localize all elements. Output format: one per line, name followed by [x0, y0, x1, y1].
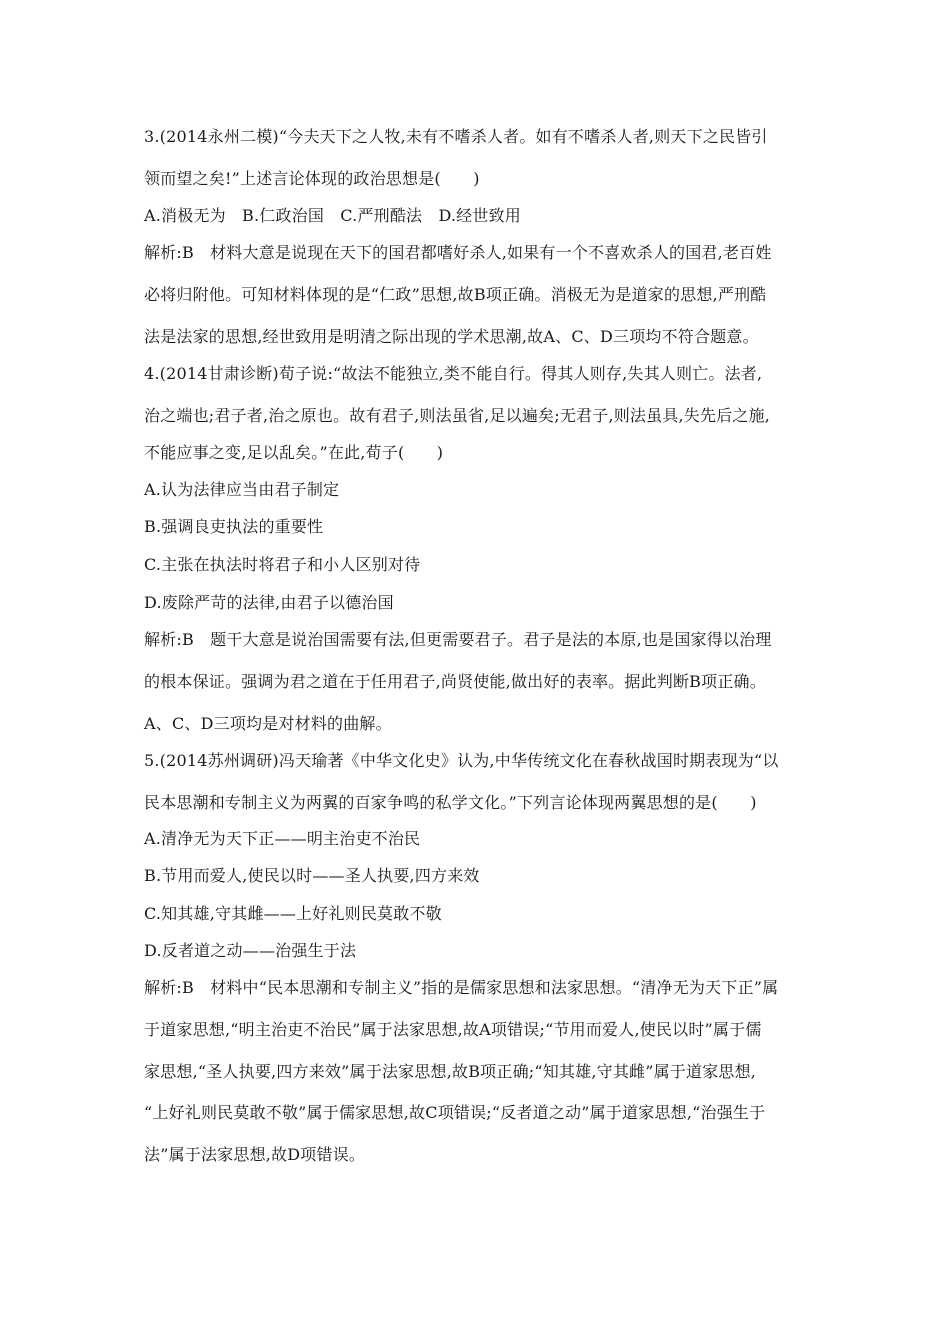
analysis-text: 法是法家的思想,经世致用是明清之际出现的学术思潮,故A、C、D三项均不符合题意。: [144, 327, 759, 346]
question-text: 4.(2014甘肃诊断)荀子说:“故法不能独立,类不能自行。得其人则存,失其人则亡。法者,: [144, 364, 763, 383]
option-b: B.强调良吏执法的重要性: [144, 517, 324, 536]
question-text: 3.(2014永州二模)“今夫天下之人牧,未有不嗜杀人者。如有不嗜杀人者,则天下之民皆引: [144, 127, 768, 146]
question-text: 不能应事之变,足以乱矣。”在此,荀子( ): [144, 443, 444, 462]
question-text: 民本思潮和专制主义为两翼的百家争鸣的私学文化。”下列言论体现两翼思想的是( ): [144, 793, 757, 812]
question-text: 领而望之矣!”上述言论体现的政治思想是( ): [144, 169, 480, 188]
option-d: D.反者道之动——治强生于法: [144, 941, 357, 960]
analysis-text: A、C、D三项均是对材料的曲解。: [144, 714, 392, 733]
analysis-text: 解析:B 材料中“民本思潮和专制主义”指的是儒家思想和法家思想。“清净无为天下正”属: [144, 978, 779, 997]
analysis-text: 的根本保证。强调为君之道在于任用君子,尚贤使能,做出好的表率。据此判断B项正确。: [144, 672, 766, 691]
option-c: C.知其雄,守其雌——上好礼则民莫敢不敬: [144, 904, 442, 923]
analysis-text: 必将归附他。可知材料体现的是“仁政”思想,故B项正确。消极无为是道家的思想,严刑酷: [144, 285, 767, 304]
question-text: 5.(2014苏州调研)冯天瑜著《中华文化史》认为,中华传统文化在春秋战国时期表现为“以: [144, 751, 779, 770]
option-c: C.主张在执法时将君子和小人区别对待: [144, 555, 421, 574]
analysis-text: “上好礼则民莫敢不敬”属于儒家思想,故C项错误;“反者道之动”属于道家思想,“治强生于: [144, 1103, 766, 1122]
analysis-text: 家思想,“圣人执要,四方来效”属于法家思想,故B项正确;“知其雄,守其雌”属于道家思想,: [144, 1062, 757, 1081]
option-d: D.废除严苛的法律,由君子以德治国: [144, 593, 394, 612]
analysis-text: 解析:B 题干大意是说治国需要有法,但更需要君子。君子是法的本原,也是国家得以治理: [144, 630, 772, 649]
option-a: A.清净无为天下正——明主治吏不治民: [144, 829, 421, 848]
option-line: A.消极无为 B.仁政治国 C.严刑酷法 D.经世致用: [144, 206, 521, 225]
analysis-text: 法”属于法家思想,故D项错误。: [144, 1145, 366, 1164]
question-text: 治之端也;君子者,治之原也。故有君子,则法虽省,足以遍矣;无君子,则法虽具,失先后之施,: [144, 406, 771, 425]
analysis-text: 于道家思想,“明主治吏不治民”属于法家思想,故A项错误;“节用而爱人,使民以时”属于儒: [144, 1020, 762, 1039]
analysis-text: 解析:B 材料大意是说现在天下的国君都嗜好杀人,如果有一个不喜欢杀人的国君,老百姓: [144, 243, 772, 262]
option-a: A.认为法律应当由君子制定: [144, 480, 340, 499]
option-b: B.节用而爱人,使民以时——圣人执要,四方来效: [144, 866, 480, 885]
